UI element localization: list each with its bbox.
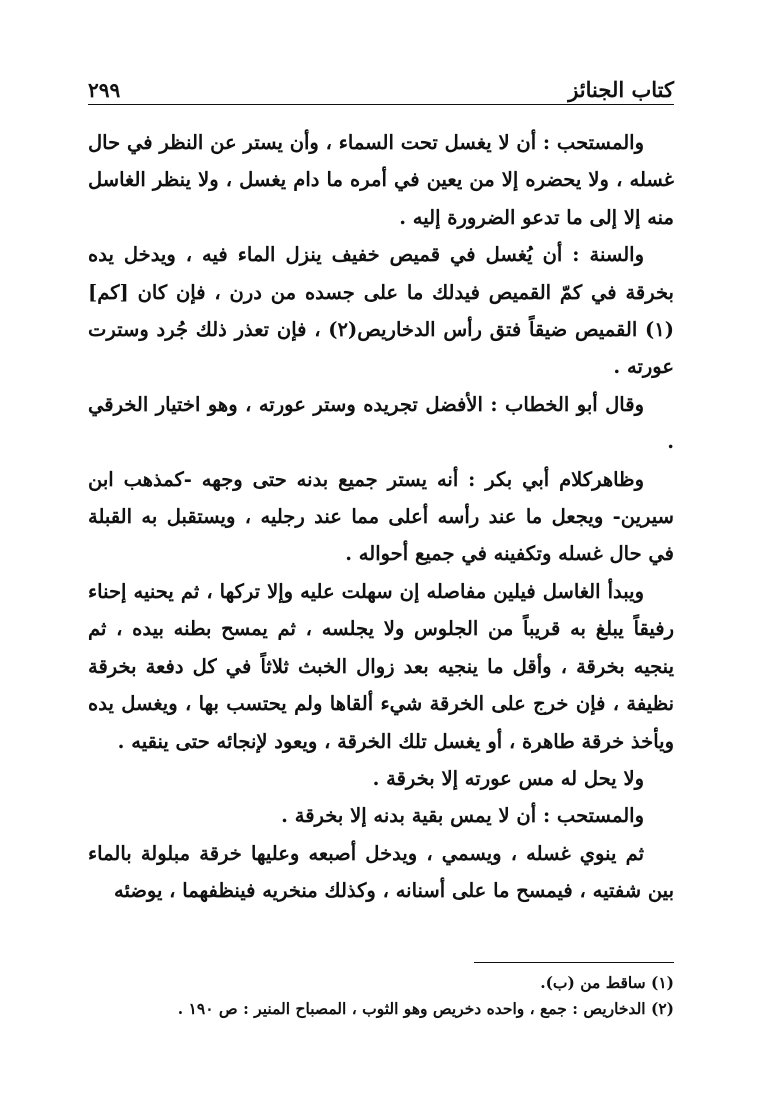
running-header <box>88 68 674 102</box>
paragraph: ولا يحل له مس عورته إلا بخرقة . <box>372 766 644 790</box>
chapter-title: كتاب الجنائز <box>568 77 674 102</box>
header-rule <box>88 104 674 105</box>
footnote-rule <box>474 962 674 963</box>
paragraph: ويبدأ الغاسل فيلين مفاصله إن سهلت عليه وإلا تركها ، ثم يحنيه إحناء رفيقاً يبلغ به قريباً من الجلوس ولا يجلسه ، ثم يمسح بطنه بيده ، ثم ينجيه بخرقة ، وأقل ما ينجيه بعد زوال الخبث ثلاثاً في كل دفعة بخرقة نظيفة ، فإن خرج على الخرقة شيء ألقاها ولم يحتسب بها ، ويغسل يده ويأخذ خرقة طاهرة ، أو يغسل تلك الخرقة ، ويعود لإنجائه حتى ينقيه . <box>88 579 674 753</box>
footnote: (٢) الدخاريص : جمع ، واحده دخريص وهو الثوب ، المصباح المنير : ص ١٩٠ . <box>177 999 674 1018</box>
page-number: ٢٩٩ <box>88 78 121 102</box>
footnote: (١) ساقط من (ب). <box>540 973 674 992</box>
paragraph: ثم ينوي غسله ، ويسمي ، ويدخل أصبعه وعليها خرقة مبلولة بالماء بين شفتيه ، فيمسح ما على أسنانه ، وكذلك منخريه فينظفهما ، يوضئه <box>88 841 674 903</box>
paragraph: وظاهركلام أبي بكر : أنه يستر جميع بدنه حتى وجهه -كمذهب ابن سيرين- ويجعل ما عند رأسه أعلى مما عند رجليه ، ويستقبل به القبلة في حال غسله وتكفينه في جميع أحواله . <box>88 467 674 566</box>
paragraph: وقال أبو الخطاب : الأفضل تجريده وستر عورته ، وهو اختيار الخرقي . <box>88 392 674 454</box>
paragraph: والمستحب : أن لا يمس بقية بدنه إلا بخرقة . <box>281 804 644 828</box>
paragraph: والمستحب : أن لا يغسل تحت السماء ، وأن يستر عن النظر في حال غسله ، ولا يحضره إلا من يعين في أمره ما دام يغسل ، ولا ينظر الغاسل منه إلا إلى ما تدعو الضرورة إليه . <box>88 131 674 229</box>
main-text <box>88 124 674 910</box>
paragraph: والسنة : أن يُغسل في قميص خفيف ينزل الماء فيه ، ويدخل يده بخرقة في كمّ القميص فيدلك ما على جسده من درن ، فإن كان [كم](١) القميص ضيقاً فتق رأس الدخاريص(٢) ، فإن تعذر ذلك جُرد وسترت عورته . <box>88 243 674 379</box>
